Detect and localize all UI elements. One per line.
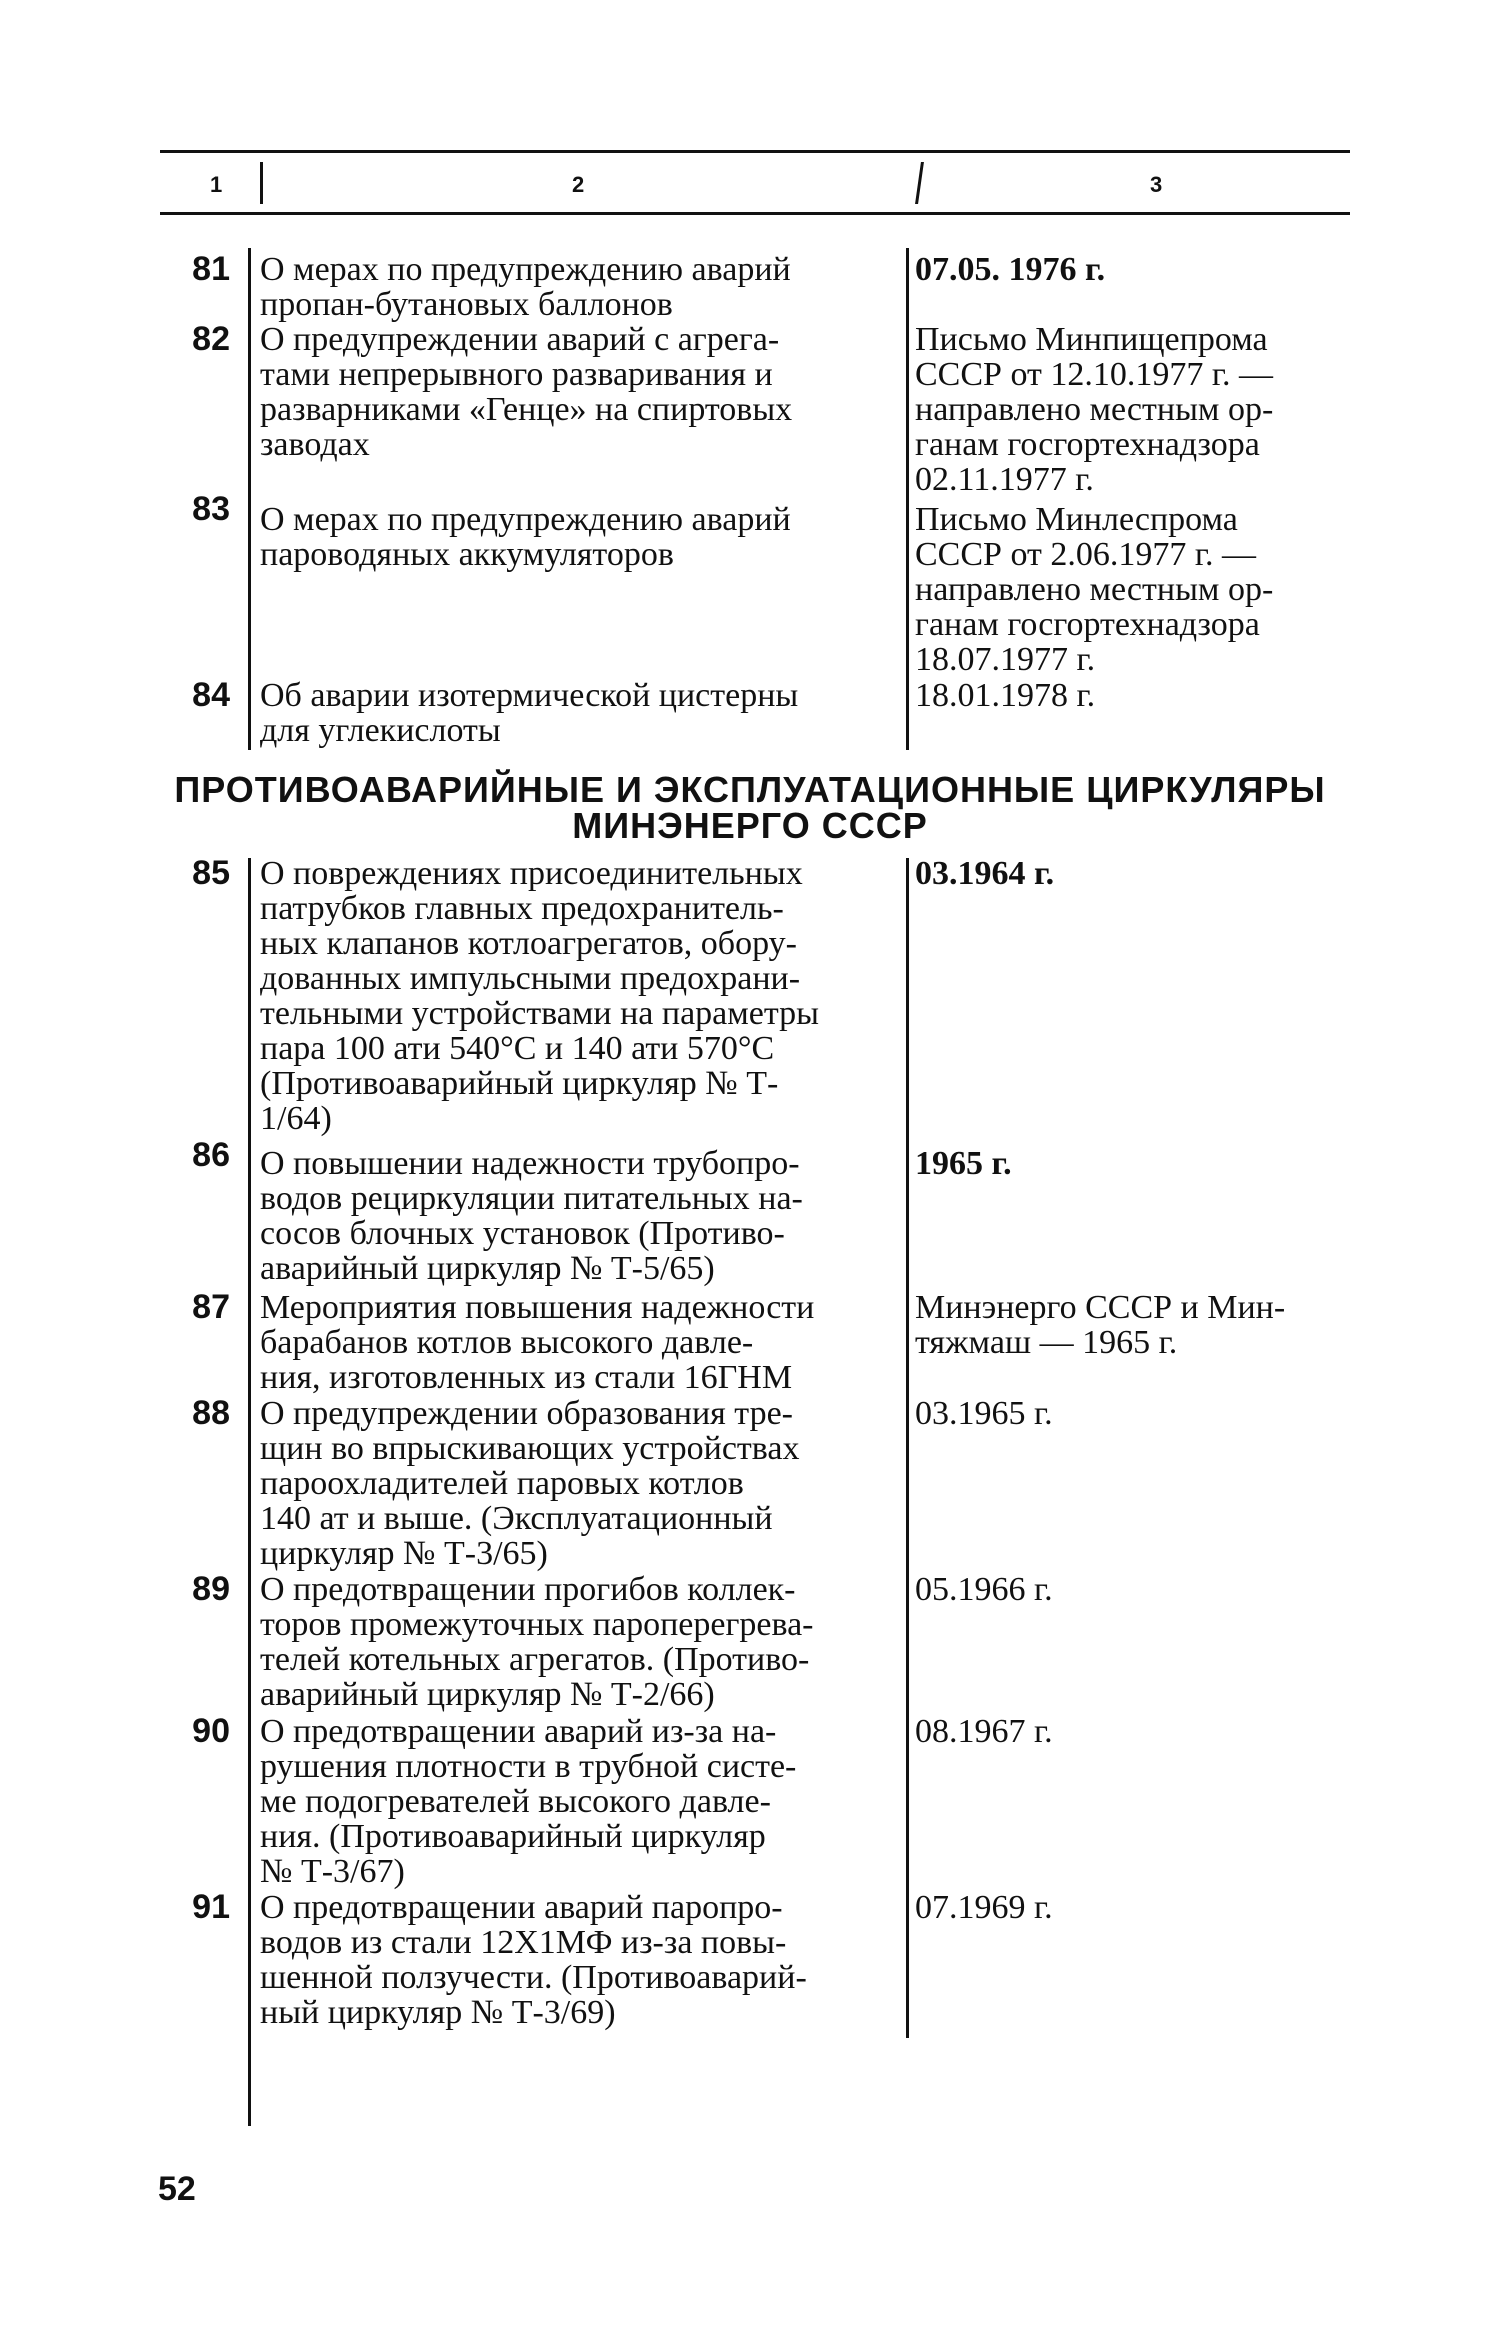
row-description: Об аварии изотермической цистерны для углекислоты bbox=[260, 677, 799, 749]
row-note: 03.1964 г. bbox=[915, 855, 1055, 892]
row-number: 91 bbox=[192, 1888, 230, 1926]
section-title: ПРОТИВОАВАРИЙНЫЕ И ЭКСПЛУАТАЦИОННЫЕ ЦИРКУЛЯРЫ МИНЭНЕРГО СССР bbox=[174, 769, 1326, 846]
row-note: 07.1969 г. bbox=[915, 1889, 1053, 1926]
row-note: 08.1967 г. bbox=[915, 1713, 1053, 1750]
row-note: Минэнерго СССР и Мин- тяжмаш — 1965 г. bbox=[915, 1289, 1286, 1361]
row-note: 03.1965 г. bbox=[915, 1395, 1053, 1432]
column-header-1: 1 bbox=[210, 172, 223, 197]
row-description: Мероприятия повышения надежности барабанов котлов высокого давле- ния, изготовленных из стали 16ГНМ bbox=[260, 1289, 815, 1396]
row-description: О повышении надежности трубопро- водов рециркуляции питательных на- сосов блочных установок (Противо- аварийный циркуляр № Т-5/65) bbox=[260, 1145, 803, 1287]
page-number: 52 bbox=[158, 2170, 196, 2208]
column-header-2: 2 bbox=[572, 172, 585, 197]
row-description: О предотвращении аварий из-за на- рушения плотности в трубной систе- ме подогревателей высокого давле- ния. (Противоаварийный циркуляр № Т-3/67) bbox=[260, 1713, 797, 1890]
row-description: О повреждениях присоединительных патрубков главных предохранитель- ных клапанов котлоагрегатов, обору- дованных импульсными предохрани- тельными устройствами на параметры пара 100 ати 540°С и 140 ати 570°С (Противоаварийный циркуляр № Т- 1/64) bbox=[260, 855, 819, 1137]
row-description: О мерах по предупреждению аварий пропан-бутановых баллонов bbox=[260, 251, 791, 323]
row-number: 87 bbox=[192, 1288, 230, 1326]
row-description: О предупреждении аварий с агрега- тами непрерывного разваривания и разварниками «Генце» на спиртовых заводах bbox=[260, 321, 793, 463]
row-number: 84 bbox=[192, 676, 230, 714]
row-description: О предотвращении прогибов коллек- торов промежуточных пароперегрева- телей котельных агрегатов. (Противо- аварийный циркуляр № Т-2/66) bbox=[260, 1571, 814, 1713]
column-header-3: 3 bbox=[1150, 172, 1163, 197]
row-number: 81 bbox=[192, 250, 230, 288]
row-description: О предотвращении аварий паропро- водов из стали 12Х1МФ из-за повы- шенной ползучести. (Противоаварий- ный циркуляр № Т-3/69) bbox=[260, 1889, 807, 2031]
row-number: 83 bbox=[192, 490, 230, 528]
row-note: 07.05. 1976 г. bbox=[915, 251, 1106, 288]
header-separator-2 bbox=[915, 162, 924, 204]
row-note: Письмо Минлеспрома СССР от 2.06.1977 г. — направлено местным ор- ганам госгортехнадзора 18.07.1977 г. bbox=[915, 501, 1274, 678]
row-note: 18.01.1978 г. bbox=[915, 677, 1096, 714]
row-note: 05.1966 г. bbox=[915, 1571, 1053, 1608]
row-number: 82 bbox=[192, 320, 230, 358]
header-separator-1 bbox=[260, 162, 263, 204]
row-note: 1965 г. bbox=[915, 1145, 1012, 1182]
row-number: 88 bbox=[192, 1394, 230, 1432]
row-number: 86 bbox=[192, 1136, 230, 1174]
row-note: Письмо Минпищепрома СССР от 12.10.1977 г. — направлено местным ор- ганам госгортехнадзора 02.11.1977 г. bbox=[915, 321, 1274, 498]
row-number: 85 bbox=[192, 854, 230, 892]
row-description: О мерах по предупреждению аварий пароводяных аккумуляторов bbox=[260, 501, 791, 573]
header-bottom-rule bbox=[160, 212, 1350, 215]
row-number: 90 bbox=[192, 1712, 230, 1750]
row-number: 89 bbox=[192, 1570, 230, 1608]
row-description: О предупреждении образования тре- щин во впрыскивающих устройствах пароохладителей паровых котлов 140 ат и выше. (Эксплуатационный циркуляр № Т-3/65) bbox=[260, 1395, 800, 1572]
column-rule-left-bottom bbox=[248, 858, 251, 2126]
column-rule-left-top bbox=[248, 248, 251, 750]
table-top-rule bbox=[160, 150, 1350, 153]
